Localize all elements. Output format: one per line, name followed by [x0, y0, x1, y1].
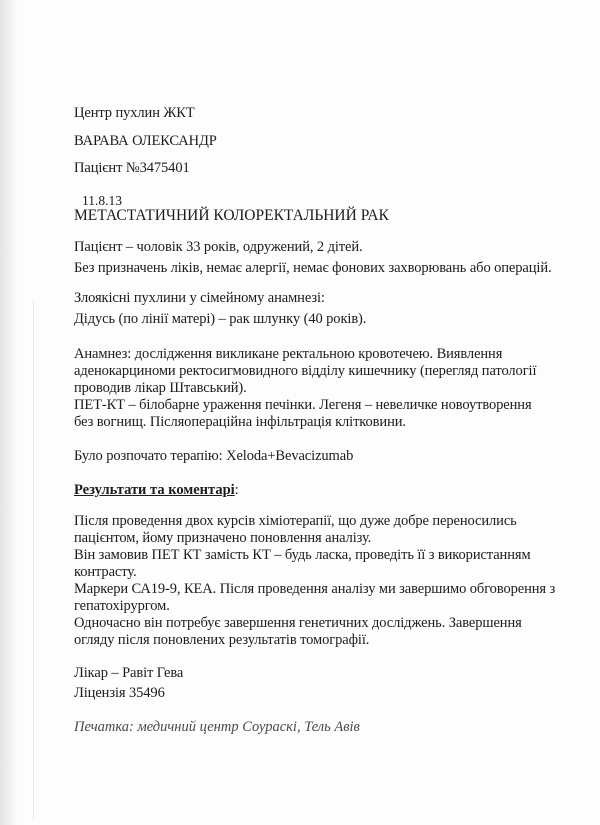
- results-title: [74, 481, 239, 499]
- family-history-entry: Дідусь (по лінії матері) – рак шлунку (40 років).: [74, 311, 367, 327]
- results-line-1: Після проведення двох курсів хіміотерапії, що дуже добре переносились: [74, 513, 517, 529]
- visit-date: 11.8.13: [82, 193, 122, 208]
- therapy-text: Було розпочато терапію: Xeloda+Bevacizumab: [74, 448, 354, 464]
- anamnesis-line-2: аденокарциноми ректосигмовидного відділу кишечнику (перегляд патології: [74, 363, 537, 379]
- doctor-name: Лікар – Равіт Гева: [74, 665, 184, 681]
- patient-name: ВАРАВА ОЛЕКСАНДР: [74, 133, 217, 149]
- patient-info-line-1: Пацієнт – чоловік 33 років, одружений, 2 дітей.: [74, 239, 363, 255]
- patient-number: Пацієнт №3475401: [74, 160, 190, 176]
- anamnesis-line-1: Анамнез: дослідження викликане ректальною кровотечею. Виявлення: [74, 346, 503, 362]
- scan-fold-line: [33, 300, 34, 820]
- stamp-text: Печатка: медичний центр Соураскі, Тель Авів: [74, 719, 360, 735]
- center-name: Центр пухлин ЖКТ: [74, 105, 195, 121]
- results-line-5: Маркери СА19-9, КЕА. Після проведення аналізу ми завершимо обговорення з: [74, 581, 556, 597]
- patient-info-line-2: Без призначень ліків, немає алергії, немає фонових захворювань або операцій.: [74, 260, 552, 276]
- anamnesis-line-4: ПЕТ-КТ – білобарне ураження печінки. Легеня – невеличке новоутворення: [74, 397, 532, 413]
- license-number: Ліцензія 35496: [74, 685, 165, 701]
- results-line-3: Він замовив ПЕТ КТ замість КТ – будь ласка, проведіть її з використанням: [74, 547, 531, 563]
- scan-edge-shadow: [0, 0, 18, 825]
- anamnesis-line-5: без вогнищ. Післяопераційна інфільтрація клітковини.: [74, 414, 406, 430]
- results-title-text: Результати та коментарі: [74, 482, 235, 498]
- results-line-2: пацієнтом, йому призначено поновлення аналізу.: [74, 530, 372, 546]
- family-history-title: Злоякісні пухлини у сімейному анамнезі:: [74, 290, 325, 306]
- diagnosis-title: МЕТАСТАТИЧНИЙ КОЛОРЕКТАЛЬНИЙ РАК: [74, 207, 389, 224]
- results-line-6: гепатохірургом.: [74, 598, 170, 614]
- anamnesis-line-3: проводив лікар Штавський).: [74, 380, 247, 396]
- results-line-7: Одночасно він потребує завершення генетичних досліджень. Завершення: [74, 615, 522, 631]
- results-line-8: огляду після поновлених результатів томографії.: [74, 632, 370, 648]
- results-line-4: контрасту.: [74, 564, 137, 580]
- results-title-colon: :: [234, 482, 239, 498]
